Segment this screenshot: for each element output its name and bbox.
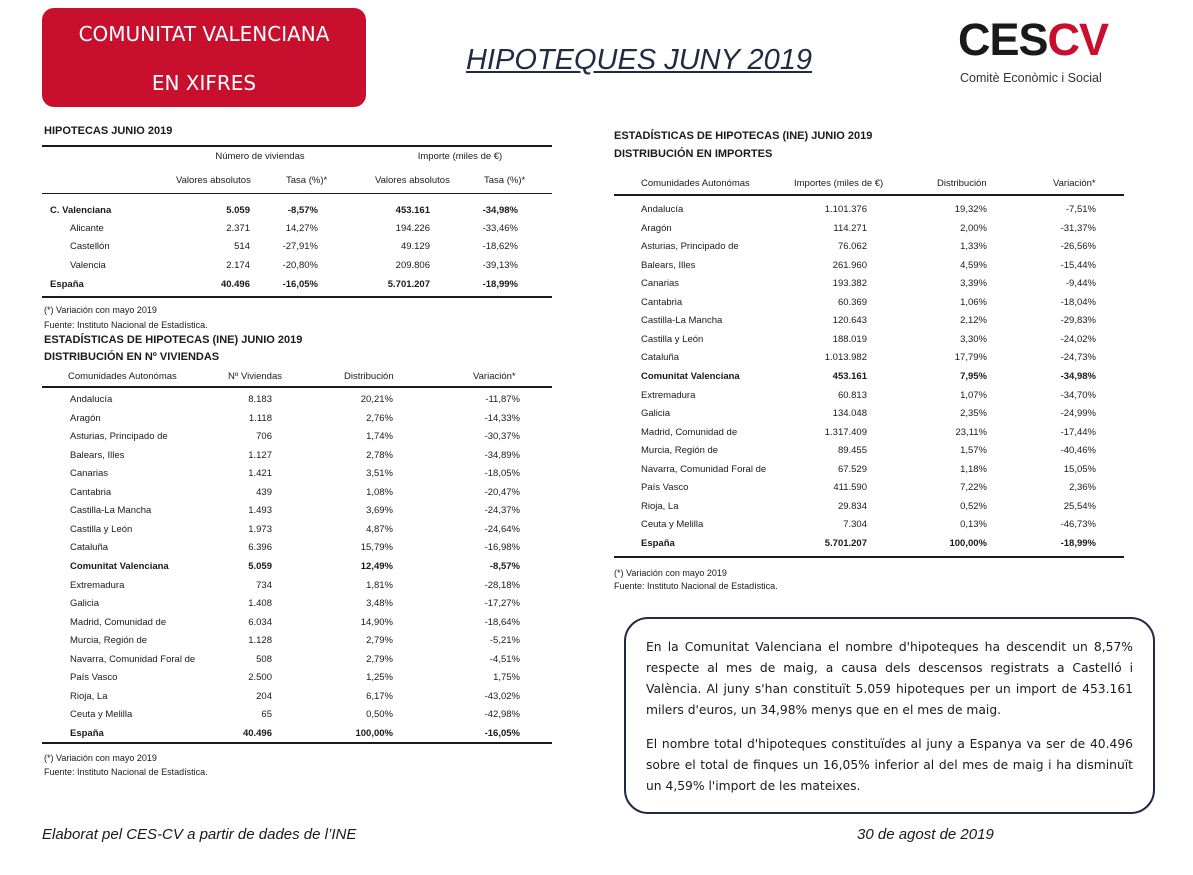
row-distribucion: 3,69% — [366, 505, 393, 517]
row-distribucion: 19,32% — [954, 204, 987, 215]
table3-col-header: Variación* — [1053, 178, 1096, 189]
table1-col-header: Valores absolutos — [375, 175, 450, 186]
row-distribucion: 2,00% — [960, 222, 987, 234]
row-importe: 49.129 — [400, 241, 430, 252]
row-distribucion: 3,51% — [366, 468, 393, 480]
row-label: Castilla y León — [641, 333, 704, 345]
table2-note: (*) Variación con mayo 2019 — [44, 753, 157, 763]
table2-col-header: Variación* — [473, 371, 516, 382]
row-variacion: -17,44% — [1060, 426, 1096, 438]
summary-box — [624, 617, 1155, 814]
region-badge — [42, 8, 366, 107]
table1-heading: HIPOTECAS JUNIO 2019 — [44, 125, 173, 137]
logo-subtitle: Comitè Econòmic i Social — [960, 71, 1102, 85]
row-label: Andalucía — [70, 394, 113, 405]
row-importe: 1.101.376 — [824, 204, 867, 215]
row-importe: 5.701.207 — [824, 537, 867, 549]
row-importe: 114.271 — [833, 222, 867, 234]
row-distribucion: 2,79% — [366, 653, 393, 665]
row-distribucion: 23,11% — [955, 426, 987, 438]
row-label: Navarra, Comunidad Foral de — [641, 463, 767, 475]
logo-ces: CES — [958, 14, 1048, 65]
row-label: España — [50, 279, 84, 290]
table3-note: (*) Variación con mayo 2019 — [614, 568, 727, 578]
row-importe: 194.226 — [395, 223, 430, 234]
row-distribucion: 1,08% — [366, 486, 393, 498]
row-label: Alicante — [70, 223, 104, 234]
page-title: HIPOTEQUES JUNY 2019 — [466, 44, 812, 76]
row-variacion: -18,64% — [484, 616, 520, 628]
row-viviendas: 514 — [234, 241, 250, 252]
row-distribucion: 1,06% — [960, 296, 987, 308]
table3-bottom-rule — [614, 556, 1124, 558]
row-distribucion: 15,79% — [360, 542, 393, 554]
table2-header-rule — [42, 386, 552, 388]
row-label: Ceuta y Melilla — [70, 709, 133, 721]
row-importe: 193.382 — [832, 278, 867, 290]
row-variacion: -18,04% — [1060, 296, 1096, 308]
row-label: Cantabria — [641, 296, 683, 308]
logo-cv: CV — [1047, 14, 1109, 65]
row-viviendas: 508 — [256, 653, 272, 665]
row-tasa-viviendas: -20,80% — [282, 260, 318, 271]
row-label: Balears, Illes — [641, 259, 696, 271]
row-distribucion: 2,76% — [366, 412, 393, 424]
row-variacion: -18,05% — [484, 468, 520, 480]
row-variacion: -14,33% — [484, 412, 520, 424]
row-distribucion: 12,49% — [360, 560, 393, 572]
row-label: Rioja, La — [641, 500, 679, 512]
row-tasa-importe: -39,13% — [482, 260, 518, 271]
row-variacion: -24,99% — [1060, 408, 1096, 420]
row-label: Cantabria — [70, 486, 112, 498]
row-tasa-importe: -34,98% — [482, 205, 518, 216]
row-distribucion: 4,59% — [960, 259, 987, 271]
row-label: Navarra, Comunidad Foral de — [70, 653, 196, 665]
row-distribucion: 1,57% — [960, 445, 987, 457]
row-distribucion: 2,78% — [366, 449, 393, 461]
row-variacion: -46,73% — [1060, 519, 1096, 531]
row-viviendas: 5.059 — [226, 205, 250, 216]
row-tasa-viviendas: -16,05% — [282, 279, 318, 290]
table1-group-viviendas: Número de viviendas — [215, 151, 305, 162]
row-label: Aragón — [641, 222, 672, 234]
row-importe: 89.455 — [837, 445, 867, 457]
row-label: Comunitat Valenciana — [641, 370, 740, 382]
row-distribucion: 1,25% — [366, 672, 393, 684]
row-distribucion: 4,87% — [366, 523, 393, 535]
row-distribucion: 100,00% — [355, 727, 393, 739]
row-distribucion: 6,17% — [366, 690, 393, 702]
row-importe: 1.317.409 — [824, 426, 867, 438]
row-label: Cataluña — [70, 542, 109, 554]
row-viviendas: 8.183 — [248, 394, 272, 405]
table1-note: (*) Variación con mayo 2019 — [44, 305, 157, 315]
row-variacion: -15,44% — [1060, 259, 1096, 271]
table3-subheading: DISTRIBUCIÓN EN IMPORTES — [614, 148, 773, 160]
row-variacion: -9,44% — [1065, 278, 1096, 290]
table2-col-header: Nº Viviendas — [228, 371, 282, 382]
row-variacion: -34,70% — [1060, 389, 1096, 401]
row-importe: 188.019 — [832, 333, 867, 345]
row-viviendas: 6.396 — [248, 542, 272, 554]
row-viviendas: 5.059 — [248, 560, 272, 572]
summary-paragraph-2: El nombre total d'hipoteques constituïdes al juny a Espanya va ser de 40.496 sobre el total de finques un 16,05% inferior al del mes de maig i ha disminuït un 4,59% l'import de les mateixes. — [646, 737, 1133, 793]
row-variacion: -24,73% — [1060, 352, 1096, 364]
row-variacion: -20,47% — [484, 486, 520, 498]
row-viviendas: 6.034 — [248, 616, 272, 628]
row-importe: 453.161 — [832, 370, 867, 382]
row-label: Asturias, Principado de — [641, 241, 739, 253]
row-variacion: -26,56% — [1060, 241, 1096, 253]
row-variacion: -34,89% — [484, 449, 520, 461]
row-variacion: -42,98% — [484, 709, 520, 721]
row-distribucion: 0,13% — [960, 519, 987, 531]
table3-col-header: Comunidades Autonómas — [641, 178, 750, 189]
table1-bottom-rule — [42, 296, 552, 298]
row-variacion: -24,64% — [484, 523, 520, 535]
row-distribucion: 7,22% — [960, 482, 987, 494]
row-label: País Vasco — [70, 672, 118, 684]
cescv-logo — [958, 14, 1128, 90]
row-importe: 60.813 — [837, 389, 867, 401]
row-viviendas: 40.496 — [220, 279, 250, 290]
row-variacion: -11,87% — [485, 394, 520, 405]
row-variacion: -24,37% — [484, 505, 520, 517]
table2-heading: ESTADÍSTICAS DE HIPOTECAS (INE) JUNIO 2019 — [44, 334, 303, 346]
row-label: Extremadura — [70, 579, 125, 591]
row-distribucion: 14,90% — [360, 616, 393, 628]
row-label: Galicia — [641, 408, 671, 420]
row-viviendas: 734 — [256, 579, 272, 591]
row-distribucion: 3,30% — [960, 333, 987, 345]
row-label: Murcia, Región de — [70, 635, 148, 647]
row-variacion: -28,18% — [484, 579, 520, 591]
row-tasa-importe: -18,99% — [482, 279, 518, 290]
row-variacion: -4,51% — [489, 653, 520, 665]
row-variacion: -16,98% — [484, 542, 520, 554]
row-distribucion: 0,52% — [960, 500, 987, 512]
row-distribucion: 1,18% — [960, 463, 987, 475]
row-variacion: -18,99% — [1060, 537, 1096, 549]
row-distribucion: 2,35% — [960, 408, 987, 420]
row-tasa-importe: -18,62% — [482, 241, 518, 252]
row-viviendas: 2.371 — [226, 223, 250, 234]
row-importe: 60.369 — [837, 296, 867, 308]
row-variacion: -16,05% — [484, 727, 520, 739]
row-label: Andalucía — [641, 204, 684, 215]
row-variacion: 25,54% — [1063, 500, 1096, 512]
row-distribucion: 0,50% — [366, 709, 393, 721]
row-distribucion: 3,39% — [960, 278, 987, 290]
table3-header-rule — [614, 194, 1124, 196]
row-variacion: 1,75% — [493, 672, 520, 684]
table2-col-header: Distribución — [344, 371, 394, 382]
row-viviendas: 2.500 — [248, 672, 272, 684]
row-label: Murcia, Región de — [641, 445, 719, 457]
row-variacion: -17,27% — [484, 598, 520, 610]
row-tasa-importe: -33,46% — [482, 223, 518, 234]
row-distribucion: 1,74% — [366, 431, 393, 443]
row-distribucion: 1,33% — [960, 241, 987, 253]
row-variacion: -30,37% — [484, 431, 520, 443]
row-importe: 453.161 — [395, 205, 430, 216]
row-variacion: -31,37% — [1060, 222, 1096, 234]
row-label: Extremadura — [641, 389, 696, 401]
row-label: Canarias — [641, 278, 680, 290]
table3-col-header: Importes (miles de €) — [794, 178, 884, 189]
row-label: Castilla-La Mancha — [641, 315, 723, 327]
row-importe: 411.590 — [833, 482, 867, 494]
row-label: Rioja, La — [70, 690, 108, 702]
row-tasa-viviendas: -8,57% — [287, 205, 318, 216]
row-variacion: -8,57% — [489, 560, 520, 572]
row-viviendas: 1.493 — [248, 505, 272, 517]
table1-col-header: Valores absolutos — [176, 175, 251, 186]
table2-subheading: DISTRIBUCIÓN EN Nº VIVIENDAS — [44, 351, 220, 363]
row-label: Galicia — [70, 598, 100, 610]
row-variacion: 15,05% — [1063, 463, 1096, 475]
row-viviendas: 1.408 — [248, 598, 272, 610]
badge-line-1: COMUNITAT VALENCIANA — [78, 22, 330, 46]
row-label: Comunitat Valenciana — [70, 560, 169, 572]
row-variacion: -40,46% — [1060, 445, 1096, 457]
row-importe: 1.013.982 — [824, 352, 867, 364]
row-label: Asturias, Principado de — [70, 431, 168, 443]
row-distribucion: 17,79% — [954, 352, 987, 364]
row-distribucion: 2,79% — [366, 635, 393, 647]
table2-bottom-rule — [42, 742, 552, 744]
row-distribucion: 2,12% — [960, 315, 987, 327]
table3-col-header: Distribución — [937, 178, 987, 189]
row-viviendas: 1.973 — [248, 523, 272, 535]
row-distribucion: 7,95% — [960, 370, 987, 382]
table3-heading: ESTADÍSTICAS DE HIPOTECAS (INE) JUNIO 2019 — [614, 130, 873, 142]
row-viviendas: 65 — [261, 709, 272, 721]
row-tasa-viviendas: -27,91% — [282, 241, 318, 252]
row-variacion: -24,02% — [1060, 333, 1096, 345]
row-distribucion: 1,07% — [960, 389, 987, 401]
row-variacion: -43,02% — [484, 690, 520, 702]
table3-source: Fuente: Instituto Nacional de Estadística. — [614, 581, 778, 591]
row-tasa-viviendas: 14,27% — [285, 223, 318, 234]
table1-col-header: Tasa (%)* — [484, 175, 526, 186]
row-viviendas: 2.174 — [226, 260, 250, 271]
row-label: Castellón — [70, 241, 110, 252]
row-label: País Vasco — [641, 482, 689, 494]
table2-source: Fuente: Instituto Nacional de Estadística. — [44, 767, 208, 777]
row-viviendas: 439 — [256, 486, 272, 498]
row-label: Cataluña — [641, 352, 680, 364]
summary-paragraph-1: En la Comunitat Valenciana el nombre d'hipoteques ha descendit un 8,57% respecte al mes de maig, a causa dels descensos registrats a Castelló i València. Al juny s'han constituït 5.059 hipoteques per un import de 453.161 milers d'euros, un 34,98% menys que en el mes de maig. — [646, 640, 1133, 717]
row-importe: 261.960 — [832, 259, 867, 271]
row-label: Castilla y León — [70, 523, 133, 535]
row-label: C. Valenciana — [50, 205, 112, 216]
row-distribucion: 3,48% — [366, 598, 393, 610]
row-viviendas: 1.421 — [248, 468, 272, 480]
row-label: España — [70, 727, 104, 739]
row-label: España — [641, 537, 675, 549]
row-distribucion: 1,81% — [366, 579, 393, 591]
row-viviendas: 1.128 — [248, 635, 272, 647]
row-distribucion: 100,00% — [949, 537, 987, 549]
row-label: Madrid, Comunidad de — [641, 426, 738, 438]
row-importe: 209.806 — [395, 260, 430, 271]
row-viviendas: 40.496 — [242, 727, 272, 739]
row-label: Ceuta y Melilla — [641, 519, 704, 531]
row-importe: 134.048 — [832, 408, 867, 420]
table1-top-rule — [42, 145, 552, 147]
badge-line-2: EN XIFRES — [151, 71, 257, 95]
row-importe: 5.701.207 — [387, 279, 430, 290]
row-viviendas: 1.118 — [248, 412, 272, 424]
table1-source: Fuente: Instituto Nacional de Estadística. — [44, 320, 208, 330]
row-variacion: -5,21% — [489, 635, 520, 647]
row-label: Balears, Illes — [70, 449, 125, 461]
row-distribucion: 20,21% — [360, 394, 393, 405]
table1-group-importe: Importe (miles de €) — [417, 151, 503, 162]
row-importe: 29.834 — [837, 500, 867, 512]
row-importe: 76.062 — [837, 241, 867, 253]
row-variacion: 2,36% — [1069, 482, 1096, 494]
row-viviendas: 1.127 — [248, 449, 272, 461]
row-label: Canarias — [70, 468, 109, 480]
row-label: Valencia — [70, 260, 106, 271]
row-viviendas: 706 — [256, 431, 272, 443]
table1-header-rule — [42, 193, 552, 194]
row-importe: 67.529 — [837, 463, 867, 475]
row-variacion: -7,51% — [1065, 204, 1096, 215]
row-label: Madrid, Comunidad de — [70, 616, 167, 628]
row-variacion: -34,98% — [1060, 370, 1096, 382]
table2-col-header: Comunidades Autonómas — [68, 371, 177, 382]
row-variacion: -29,83% — [1060, 315, 1096, 327]
footer-date: 30 de agost de 2019 — [857, 826, 994, 843]
row-label: Castilla-La Mancha — [70, 505, 152, 517]
footer-source: Elaborat pel CES-CV a partir de dades de l’INE — [42, 826, 357, 843]
table1-col-header: Tasa (%)* — [286, 175, 328, 186]
row-importe: 120.643 — [832, 315, 867, 327]
row-label: Aragón — [70, 412, 101, 424]
row-viviendas: 204 — [256, 690, 272, 702]
row-importe: 7.304 — [843, 519, 867, 531]
logo-wordmark — [958, 14, 1108, 66]
